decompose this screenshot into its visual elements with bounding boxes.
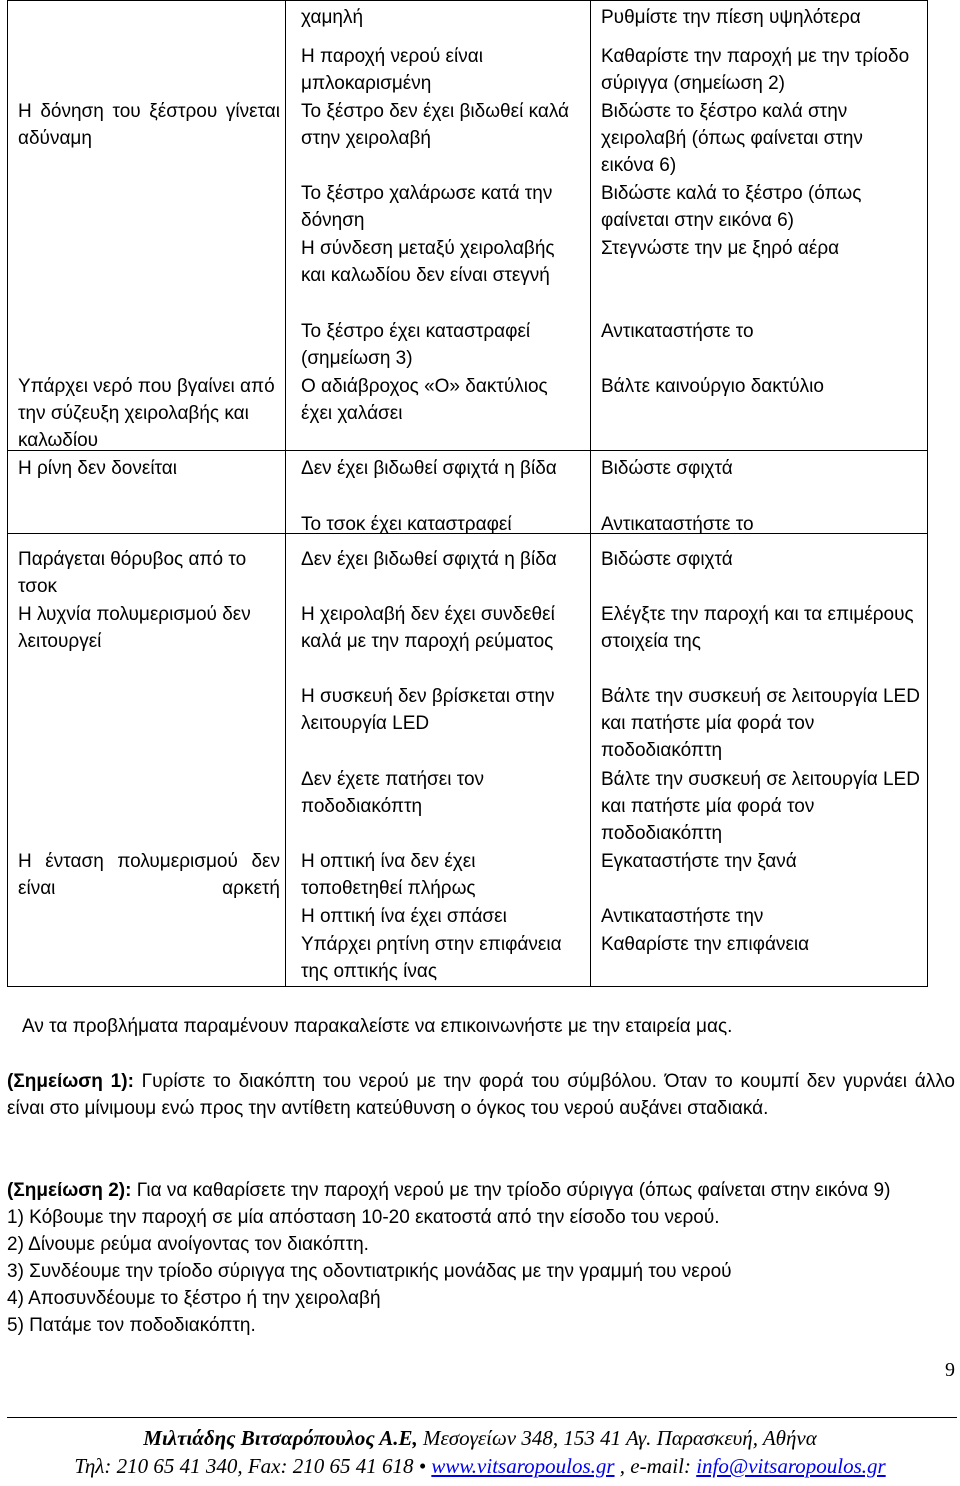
cause-cell: Το ξέστρο δεν έχει βιδωθεί καλά στην χειρολαβή <box>301 101 570 149</box>
solution-cell: Βάλτε καινούργιο δακτύλιο <box>601 376 824 397</box>
solution-cell: Στεγνώστε την με ξηρό αέρα <box>601 238 840 259</box>
problem-cell: Η ρίνη δεν δονείται <box>18 458 177 479</box>
problem-cell: Υπάρχει νερό που βγαίνει από την σύζευξη χειρολαβής και καλωδίου <box>18 376 275 451</box>
cause-cell: Το τσοκ έχει καταστραφεί <box>301 514 512 535</box>
cause-cell: Δεν έχετε πατήσει τον ποδοδιακόπτη <box>301 769 485 817</box>
cause-cell: Η παροχή νερού είναι μπλοκαρισμένη <box>301 46 483 94</box>
company-address: Μεσογείων 348, 153 41 Αγ. Παρασκευή, Αθήνα <box>417 1426 817 1450</box>
contact-line: Αν τα προβλήματα παραμένουν παρακαλείστε να επικοινωνήστε με την εταιρεία μας. <box>22 1016 733 1037</box>
cause-cell: Το ξέστρο έχει καταστραφεί (σημείωση 3) <box>301 321 531 369</box>
solution-cell: Ρυθμίστε την πίεση υψηλότερα <box>601 7 861 28</box>
solution-cell: Ελέγξτε την παροχή και τα επιμέρους στοιχεία της <box>601 604 914 652</box>
problem-cell: Παράγεται θόρυβος από το τσοκ <box>18 549 247 597</box>
note-2-step: 2) Δίνουμε ρεύμα ανοίγοντας τον διακόπτη. <box>7 1234 369 1255</box>
note-1-label: (Σημείωση 1): <box>7 1071 134 1092</box>
solution-cell: Βάλτε την συσκευή σε λειτουργία LED και πατήστε μία φορά τον ποδοδιακόπτη <box>601 686 920 761</box>
solution-cell: Αντικαταστήστε την <box>601 906 764 927</box>
note-2-step: 1) Κόβουμε την παροχή σε μία απόσταση 10-20 εκατοστά από την είσοδο του νερού. <box>7 1207 720 1228</box>
problem-cell: Η δόνηση του ξέστρου γίνεται αδύναμη <box>18 101 280 149</box>
note-2-step: 5) Πατάμε τον ποδοδιακόπτη. <box>7 1315 256 1336</box>
cause-cell: Η χειρολαβή δεν έχει συνδεθεί καλά με την παροχή ρεύματος <box>301 604 555 652</box>
note-1-text: Γυρίστε το διακόπτη του νερού με την φορά του σύμβόλου. Όταν το κουμπί δεν γυρνάει άλλο είναι στο μίνιμουμ ενώ προς την αντίθετη κατεύθυνση ο όγκος του νερού αυξάνει σταδιακά. <box>7 1071 955 1119</box>
page-number: 9 <box>945 1359 955 1381</box>
solution-cell: Βάλτε την συσκευή σε λειτουργία LED και πατήστε μία φορά τον ποδοδιακόπτη <box>601 769 920 844</box>
solution-cell: Εγκαταστήστε την ξανά <box>601 851 797 872</box>
solution-cell: Αντικαταστήστε το <box>601 321 754 342</box>
solution-cell: Βιδώστε καλά το ξέστρο (όπως φαίνεται στην εικόνα 6) <box>601 183 862 231</box>
website-link[interactable]: www.vitsaropoulos.gr <box>431 1454 615 1478</box>
email-label: , e-mail: <box>614 1454 697 1478</box>
cause-cell: Η συσκευή δεν βρίσκεται στην λειτουργία LED <box>301 686 555 734</box>
solution-cell: Καθαρίστε την παροχή με την τρίοδο σύριγγα (σημείωση 2) <box>601 46 910 94</box>
cause-cell: Το ξέστρο χαλάρωσε κατά την δόνηση <box>301 183 553 231</box>
solution-cell: Βιδώστε σφιχτά <box>601 458 733 479</box>
cause-cell: Δεν έχει βιδωθεί σφιχτά η βίδα <box>301 458 557 479</box>
email-link[interactable]: info@vitsaropoulos.gr <box>696 1454 886 1478</box>
note-2-step: 4) Αποσυνδέουμε το ξέστρο ή την χειρολαβή <box>7 1288 381 1309</box>
cause-cell: Ο αδιάβροχος «Ο» δακτύλιος έχει χαλάσει <box>301 376 548 424</box>
solution-cell: Καθαρίστε την επιφάνεια <box>601 934 810 955</box>
cause-cell: Η σύνδεση μεταξύ χειρολαβής και καλωδίου δεν είναι στεγνή <box>301 238 555 286</box>
footer-divider <box>7 1417 957 1418</box>
footer-contact-line <box>0 1452 960 1480</box>
cause-cell: χαμηλή <box>301 7 364 28</box>
solution-cell: Αντικαταστήστε το <box>601 514 754 535</box>
note-2-text: Για να καθαρίσετε την παροχή νερού με την τρίοδο σύριγγα (όπως φαίνεται στην εικόνα 9) <box>131 1180 891 1201</box>
column-divider <box>285 1 286 986</box>
note-2 <box>7 1177 955 1339</box>
note-2-step: 3) Συνδέουμε την τρίοδο σύριγγα της οδοντιατρικής μονάδας με την γραμμή του νερού <box>7 1261 732 1282</box>
troubleshooting-table <box>7 0 928 987</box>
cause-cell: Υπάρχει ρητίνη στην επιφάνεια της οπτικής ίνας <box>301 934 562 982</box>
cause-cell: Η οπτική ίνα έχει σπάσει <box>301 906 507 927</box>
phone-fax: Τηλ: 210 65 41 340, Fax: 210 65 41 618 • <box>74 1454 432 1478</box>
solution-cell: Βιδώστε σφιχτά <box>601 549 733 570</box>
note-1 <box>7 1068 955 1122</box>
cause-cell: Δεν έχει βιδωθεί σφιχτά η βίδα <box>301 549 557 570</box>
problem-cell: Η ένταση πολυμερισμού δεν είναι αρκετή <box>18 851 280 899</box>
cause-cell: Η οπτική ίνα δεν έχει τοποθετηθεί πλήρως <box>301 851 476 899</box>
company-name: Μιλτιάδης Βιτσαρόπουλος Α.Ε, <box>143 1426 418 1450</box>
problem-cell: Η λυχνία πολυμερισμού δεν λειτουργεί <box>18 604 251 652</box>
column-divider <box>590 1 591 986</box>
solution-cell: Βιδώστε το ξέστρο καλά στην χειρολαβή (όπως φαίνεται στην εικόνα 6) <box>601 101 863 176</box>
note-2-label: (Σημείωση 2): <box>7 1180 132 1201</box>
footer-address-line <box>0 1424 960 1452</box>
